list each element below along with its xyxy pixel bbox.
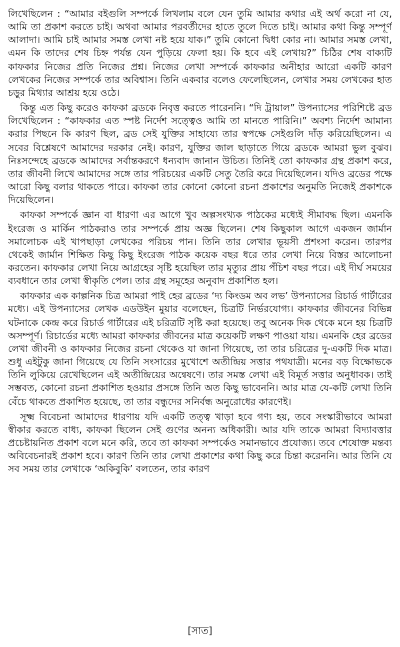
page-number: [সাত] (187, 626, 213, 637)
paragraph-4: কাফকার এক কাল্পনিক চিত্র আমরা পাই হের ব্রডের ‘দ্য কিংডম অব লভ’ উপন্যাসের রিচার্ড গার্টারের মধ্যে। এই উপন্যাসের লেখক এডউইন মুয়ার বলেছেন, চিত্রটি নির্ভরযোগ্য। কাফকার জীবনের বিভিন্ন ঘটনাকে কেন্দ্র করে রিচার্ড গার্টারের এই চরিত্রটি সৃষ্টি করা হয়েছে। তবু অনেক দিক থেকে মনে হয় চিত্রটি অসম্পূর্ণ। রিচার্ডের মধ্যে আমরা কাফকার জীবনের মাত্র কয়েকটি লক্ষণ পাওয়া যায়। এমনকি হের ব্রডের লেখা জীবনী ও কাফকার নিজের রচনা থেকেও যা জানা গিয়েছে, তা তার চরিত্রের দু-একটি দিক মাত্র। শুধু এইটুকু জানা গিয়েছে যে তিনি সংসারের মুখোশে অতীন্দ্রিয় সত্তার পথযাত্রী। মনের বড় বিক্ষোভকে তিনি লুকিয়ে রেখেছিলেন এই অতীন্দ্রিয়ের অন্বেষণে। তার সমস্ত লেখা এই বিমূর্ত সত্তার অনুধাবক। তাই সম্ভবত, কোনো রচনা প্রকাশিত হওয়ার প্রসঙ্গে তিনি অত কিছু ভাবেননি। আর মাত্র যে-কটি লেখা তিনি বেঁচে থাকতে প্রকাশিত হয়েছে, তা তার বন্ধুদের সনির্বন্ধ অনুরোধের কারণেই। (8, 291, 392, 408)
document-page (8, 8, 392, 614)
paragraph-2: কিন্তু এত কিছু করেও কাফকা ব্রডকে নিবৃত্ত করতে পারেননি। “দি ট্রায়াল” উপন্যাসের পরিশিষ্টে ব্রড লিখেছিলেন : “কাফকার এত স্পষ্ট নির্দেশ সত্ত্বেও আমি তা মানতে পারিনি।” অবশ্য নির্দেশ আমান্য করার পিছনে কি কারণ ছিল, ব্রড সেই যুক্তির সাহায্যে তার স্বপক্ষে সেইগুলি দাঁড় করিয়েছিলেন। এ সবের বিশ্লেষণে আমাদের দরকার নেই। কারণ, যুক্তির জাল ছাড়াতে গিয়ে ব্রডকে আমরা ভুল বুঝব। নিঃসন্দেহে ব্রডকে আমাদের সর্বান্তকরণে ধন্যবাদ জানান উচিত। তিনিই তো কাফকার গ্রন্থ প্রকাশ করে, তার জীবনী লিখে আমাদের সঙ্গে তার পরিচয়ের একটি সেতু তৈরি করে দিয়েছিলেন। যদিও ব্রডের পক্ষে আরো কিছু বলার থাকতে পারে। কাফকা তার কোনো কোনো রচনা প্রকাশের অনুমতি নিজেই প্রকাশকে দিয়েছিলেন। (8, 103, 392, 207)
paragraph-1: লিখেছিলেন : “আমার বইগুলি সম্পর্কে লিখলাম বলে যেন তুমি আমার কথার এই অর্থ করো না যে, আমি তা প্রকাশ করতে চাই। অথবা আমার পরবর্তীদের হাতে তুলে দিতে চাই। আমার কথা কিন্তু সম্পূর্ণ আলাদা। আমি চাই আমার সমস্ত লেখা নষ্ট হয়ে যাক।” তুমি কোনো দ্বিধা কোর না। আমার সমস্ত লেখা, এমন কি তাদের শেষ চিহ্ন পর্যন্ত যেন পুড়িয়ে ফেলা হয়। কি হবে এই লেখায়?” চিঠির শেষ বাক্যটি কাফকার নিজের প্রতি নিজের প্রশ্ন। নিজের লেখা সম্পর্কে কাফকার অনীহার আরো একটি কারণ লেখকের নিজের সম্পর্কে তার অবিশ্বাস। তিনি একবার বলেও ফেলেছিলেন, লেখার সময় লেখকের হাত চড়ুর মিথ্যার আশ্রয় হয়ে ওঠে। (8, 9, 392, 99)
paragraph-3: কাফকা সম্পর্কে জ্ঞান বা ধারণা এর আগে খুব অল্পসংখ্যক পাঠকের মধ্যেই সীমাবদ্ধ ছিল। এমনকি ইংরেজ ও মার্কিন পাঠকরাও তার সম্পর্কে প্রায় অজ্ঞ ছিলেন। শেষ কিছুকাল আগে একজন জার্মান সমালোচক এই খাপছাড়া লেখকের পরিচয় পান। তিনি তার লেখার ভূয়সী প্রশংসা করেন। তারপর থেকেই জার্মান শিক্ষিত কিছু কিছু ইংরেজ পাঠক কয়েক বছর ধরে তার লেখা নিয়ে বিস্তর আলোচনা করতেন। কাফকার লেখা নিয়ে আগ্রহের সৃষ্টি হয়েছিল তার মৃত্যুর প্রায় পঁচিশ বছর পরে। এই দীর্ঘ সময়ের ব্যবধানে তার লেখা স্বীকৃতি পেল। তার গ্রন্থ সমূহের অনুবাদ প্রকাশিত হল। (8, 210, 392, 288)
paragraph-5: সূক্ষ্ম বিবেচনা আমাদের ধারণায় যদি একটি তত্ত্ব খাড়া হবে গণ্য হয়, তবে সংস্কারীভাবে আমরা স্বীকার করতে বাধ্য, কাফকা ছিলেন সেই গুণের অনন্য অধিকারী। আর যদি তাকে আমরা বিদ্যাবত্তার প্রচেষ্টায়নিত প্রকাশ বলে মনে করি, তবে তা কাফকা সম্পর্কেও সমানভাবে প্রযোজ্য। তবে শেষোক্ত মন্তব্য অবিবেচনারই প্রকাশ হবে। কারণ তিনি তার লেখা প্রকাশের কথা কিছু করে চিন্তা করেননি। আর তিনি যে সব সময় তার লেখাকে ‘অকিবুকি’ বলতেন, তার কারণ (8, 411, 392, 476)
